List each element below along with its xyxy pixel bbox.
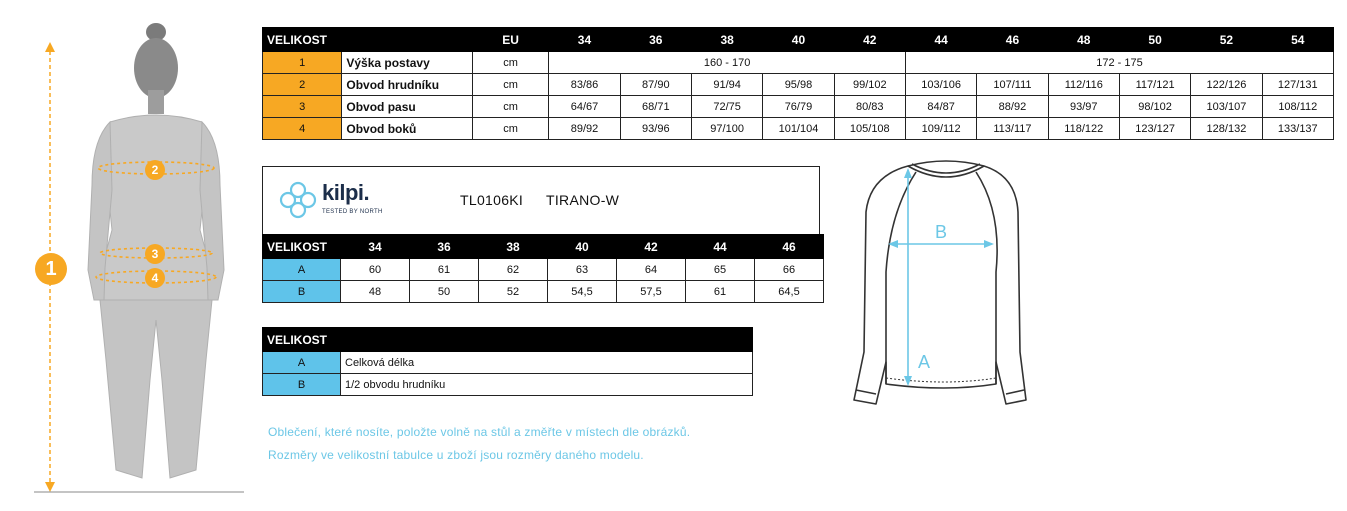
table-row (263, 281, 824, 303)
kilpi-logo-text: kilpi. (322, 180, 370, 205)
table-cell: 83/86 (549, 74, 620, 96)
table-cell: 101/104 (763, 118, 834, 140)
note-line-2: Rozměry ve velikostní tabulce u zboží jsou rozměry daného modelu. (268, 448, 644, 462)
table-cell: 84/87 (905, 96, 976, 118)
product-size-header (263, 235, 824, 259)
shirt-label-a: A (918, 352, 931, 372)
header-cell: 44 (905, 28, 976, 52)
row-label: Obvod boků (342, 118, 473, 140)
header-cell: 36 (620, 28, 691, 52)
header-cell: VELIKOST (263, 235, 341, 259)
row-unit: cm (472, 118, 548, 140)
legend-header (263, 328, 753, 352)
row-unit: cm (472, 74, 548, 96)
table-cell: 107/111 (977, 74, 1048, 96)
table-cell: 87/90 (620, 74, 691, 96)
kilpi-logo-tagline: TESTED BY NORTH (322, 209, 383, 215)
size-chart-header (263, 28, 1334, 52)
header-cell: 40 (548, 235, 617, 259)
table-cell: 123/127 (1119, 118, 1190, 140)
shirt-label-b: B (935, 222, 948, 242)
note-line-1: Oblečení, které nosíte, položte volně na stůl a změřte v místech dle obrázků. (268, 425, 691, 439)
header-cell: VELIKOST (263, 328, 341, 352)
table-cell: 127/131 (1262, 74, 1333, 96)
row-number: 1 (263, 52, 342, 74)
table-cell: 72/75 (691, 96, 762, 118)
header-cell: 42 (617, 235, 686, 259)
marker-2: 2 (145, 160, 165, 180)
table-cell: 64/67 (549, 96, 620, 118)
header-cell: 40 (763, 28, 834, 52)
table-cell: 52 (479, 281, 548, 303)
table-cell: 64,5 (755, 281, 824, 303)
table-row (263, 259, 824, 281)
marker-3: 3 (145, 244, 165, 264)
merged-cell: 172 - 175 (905, 52, 1333, 74)
header-cell (341, 328, 753, 352)
header-cell: 52 (1191, 28, 1262, 52)
header-cell: EU (472, 28, 548, 52)
header-cell: 46 (977, 28, 1048, 52)
merged-cell: 160 - 170 (549, 52, 906, 74)
row-unit: cm (472, 96, 548, 118)
header-cell: VELIKOST (263, 28, 473, 52)
table-row (263, 118, 1334, 140)
row-number: 4 (263, 118, 342, 140)
kilpi-logo-icon (276, 180, 320, 220)
table-cell: 66 (755, 259, 824, 281)
table-row (263, 352, 753, 374)
table-cell: 60 (341, 259, 410, 281)
table-row (263, 74, 1334, 96)
row-label: A (263, 259, 341, 281)
table-cell: 50 (410, 281, 479, 303)
table-cell: 57,5 (617, 281, 686, 303)
legend-table (262, 327, 753, 396)
table-cell: 109/112 (905, 118, 976, 140)
row-label: Obvod pasu (342, 96, 473, 118)
table-cell: 64 (617, 259, 686, 281)
table-cell: 103/107 (1191, 96, 1262, 118)
header-cell: 46 (755, 235, 824, 259)
row-label: Obvod hrudníku (342, 74, 473, 96)
table-row (263, 52, 1334, 74)
header-cell: 44 (686, 235, 755, 259)
header-cell: 38 (691, 28, 762, 52)
header-cell: 50 (1119, 28, 1190, 52)
table-cell: 93/96 (620, 118, 691, 140)
row-number: 3 (263, 96, 342, 118)
legend-desc: 1/2 obvodu hrudníku (341, 374, 753, 396)
size-chart-table (262, 27, 1334, 140)
table-cell: 97/100 (691, 118, 762, 140)
legend-desc: Celková délka (341, 352, 753, 374)
table-cell: 61 (686, 281, 755, 303)
table-cell: 95/98 (763, 74, 834, 96)
marker-1: 1 (35, 253, 67, 285)
table-cell: 62 (479, 259, 548, 281)
table-cell: 103/106 (905, 74, 976, 96)
table-row (263, 96, 1334, 118)
table-cell: 99/102 (834, 74, 905, 96)
table-cell: 88/92 (977, 96, 1048, 118)
header-cell: 34 (549, 28, 620, 52)
table-cell: 63 (548, 259, 617, 281)
table-cell: 91/94 (691, 74, 762, 96)
table-cell: 61 (410, 259, 479, 281)
table-cell: 128/132 (1191, 118, 1262, 140)
shirt-diagram (846, 152, 1046, 412)
table-cell: 118/122 (1048, 118, 1119, 140)
table-cell: 133/137 (1262, 118, 1333, 140)
header-cell: 36 (410, 235, 479, 259)
product-code: TL0106KI (460, 192, 524, 208)
table-cell: 108/112 (1262, 96, 1333, 118)
table-cell: 113/117 (977, 118, 1048, 140)
product-name: TIRANO-W (546, 192, 620, 208)
table-row (263, 374, 753, 396)
table-cell: 117/121 (1119, 74, 1190, 96)
row-label: A (263, 352, 341, 374)
table-cell: 122/126 (1191, 74, 1262, 96)
body-figure (0, 0, 250, 511)
row-label: B (263, 281, 341, 303)
header-cell: 48 (1048, 28, 1119, 52)
table-cell: 112/116 (1048, 74, 1119, 96)
table-cell: 76/79 (763, 96, 834, 118)
row-label: B (263, 374, 341, 396)
row-label: Výška postavy (342, 52, 473, 74)
product-size-table (262, 234, 824, 303)
table-cell: 65 (686, 259, 755, 281)
row-number: 2 (263, 74, 342, 96)
table-cell: 48 (341, 281, 410, 303)
header-cell: 42 (834, 28, 905, 52)
table-cell: 80/83 (834, 96, 905, 118)
header-cell: 38 (479, 235, 548, 259)
header-cell: 34 (341, 235, 410, 259)
table-cell: 98/102 (1119, 96, 1190, 118)
table-cell: 54,5 (548, 281, 617, 303)
table-cell: 105/108 (834, 118, 905, 140)
header-cell: 54 (1262, 28, 1333, 52)
table-cell: 93/97 (1048, 96, 1119, 118)
marker-4: 4 (145, 268, 165, 288)
row-unit: cm (472, 52, 548, 74)
table-cell: 68/71 (620, 96, 691, 118)
table-cell: 89/92 (549, 118, 620, 140)
